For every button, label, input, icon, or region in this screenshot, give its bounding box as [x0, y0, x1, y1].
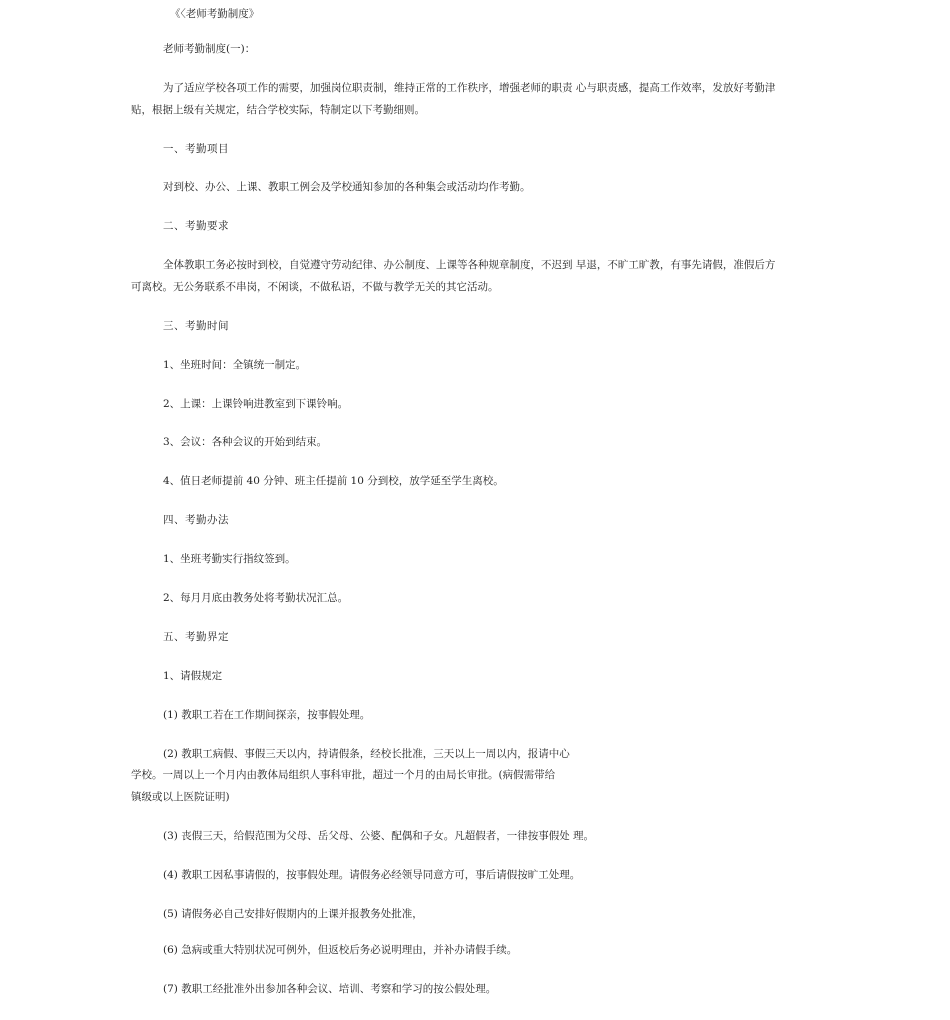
list-item: 学校。一周以上一个月内由教体局组织人事科审批，超过一个月的由局长审批。(病假需带给 — [131, 769, 556, 781]
list-item: (6) 急病或重大特别状况可例外，但返校后务必说明理由，并补办请假手续。 — [163, 944, 518, 956]
list-item: 2、上课：上课铃响进教室到下课铃响。 — [163, 398, 349, 410]
section-heading: 三、考勤时间 — [163, 320, 229, 332]
list-item: 4、值日老师提前 40 分钟、班主任提前 10 分到校，放学延至学生离校。 — [163, 475, 504, 487]
list-item: (3) 丧假三天，给假范围为父母、岳父母、公婆、配偶和子女。凡超假者，一律按事假处 理。 — [163, 830, 595, 842]
subsection-heading: 1、请假规定 — [163, 670, 223, 682]
intro-paragraph-line: 贴，根据上级有关规定，结合学校实际，特制定以下考勤细则。 — [131, 104, 425, 116]
list-item: (5) 请假务必自己安排好假期内的上课并报教务处批准， — [163, 908, 423, 920]
section-heading: 五、考勤界定 — [163, 631, 229, 643]
section-heading: 一、考勤项目 — [163, 143, 229, 155]
list-item: 1、坐班考勤实行指纹签到。 — [163, 553, 296, 565]
intro-paragraph-line: 为了适应学校各项工作的需要，加强岗位职责制，维持正常的工作秩序，增强老师的职责 心与职责感，提高工作效率，发放好考勤津 — [163, 82, 776, 94]
list-item: 镇级或以上医院证明) — [131, 791, 230, 803]
section-text: 全体教职工务必按时到校，自觉遵守劳动纪律、办公制度、上课等各种规章制度，不迟到 早退，不旷工旷教，有事先请假，准假后方 — [163, 259, 776, 271]
section-heading: 四、考勤办法 — [163, 514, 229, 526]
section-text: 可离校。无公务联系不串岗，不闲谈，不做私语，不做与教学无关的其它活动。 — [131, 281, 499, 293]
list-item: (1) 教职工若在工作期间探亲，按事假处理。 — [163, 709, 371, 721]
document-subtitle: 老师考勤制度(一)： — [163, 43, 256, 55]
list-item: (7) 教职工经批准外出参加各种会议、培训、考察和学习的按公假处理。 — [163, 983, 497, 995]
document-title: 《〈老师考勤制度》 — [170, 8, 260, 20]
section-heading: 二、考勤要求 — [163, 220, 229, 232]
list-item: (2) 教职工病假、事假三天以内，持请假条，经校长批准，三天以上一周以内，报请中心 — [163, 748, 570, 760]
list-item: 3、会议：各种会议的开始到结束。 — [163, 436, 328, 448]
list-item: 2、每月月底由教务处将考勤状况汇总。 — [163, 592, 349, 604]
section-text: 对到校、办公、上课、教职工例会及学校通知参加的各种集会或活动均作考勤。 — [163, 181, 531, 193]
list-item: 1、坐班时间：全镇统一制定。 — [163, 359, 307, 371]
list-item: (4) 教职工因私事请假的，按事假处理。请假务必经领导同意方可，事后请假按旷工处理。 — [163, 869, 581, 881]
